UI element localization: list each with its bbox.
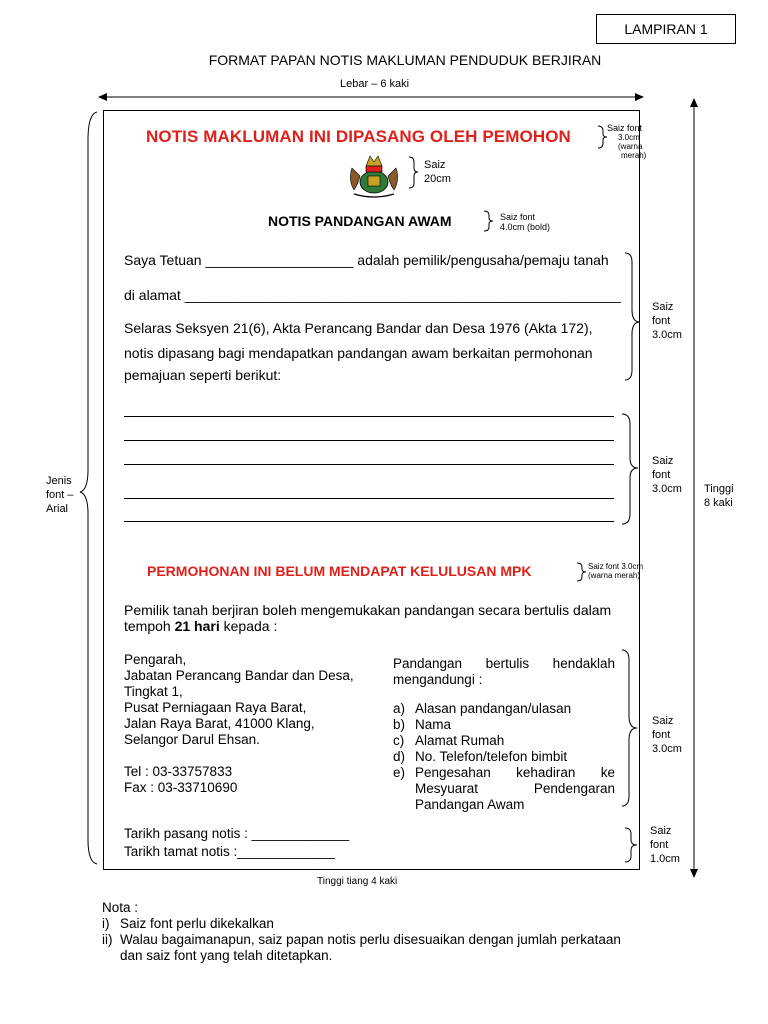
red-title-size-annotation [588, 562, 643, 580]
requirements-intro: Pandangan bertulis hendaklah [393, 656, 615, 671]
annotation-text: 3.0cm [652, 743, 682, 755]
approval-status-title: PERMOHONAN INI BELUM MENDAPAT KELULUSAN MPK [147, 563, 532, 579]
state-crest-icon [344, 148, 404, 200]
list-marker: b) [393, 717, 406, 732]
date-expiry: Tarikh tamat notis :_____________ [124, 844, 335, 859]
note-marker: ii) [102, 932, 113, 947]
submission-requirements [393, 656, 615, 813]
owner-line: Saya Tetuan ___________________ adalah pemilik/pengusaha/pemaju tanah [124, 252, 609, 268]
annotation-text: 4.0cm (bold) [500, 222, 551, 232]
annotation-text: Saiz font [500, 212, 536, 222]
font-type-annotation [46, 474, 74, 516]
objection-text-line-1: Pemilik tanah berjiran boleh mengemukakan pandangan secara bertulis dalam [124, 602, 612, 618]
blank-line [124, 521, 614, 522]
annotation-text: Arial [46, 503, 69, 515]
blank-line [124, 498, 614, 499]
font-size-annotation-detail [618, 133, 646, 160]
notice-title: NOTIS MAKLUMAN INI DIPASANG OLEH PEMOHON [146, 127, 571, 146]
subtitle-size-annotation [500, 212, 550, 232]
annotation-text: 3.0cm [618, 133, 640, 142]
annotation-text: Saiz [652, 715, 674, 727]
list-text: Nama [415, 717, 452, 732]
section-text-line-2: notis dipasang bagi mendapatkan pandangan awam berkaitan permohonan [124, 345, 593, 361]
annotation-text: 8 kaki [704, 497, 733, 509]
address-line: Jalan Raya Barat, 41000 Klang, [124, 716, 315, 731]
blank-line [124, 464, 614, 465]
annotation-text: 20cm [424, 173, 451, 185]
list-text: Alasan pandangan/ulasan [415, 701, 572, 716]
list-item [393, 701, 615, 717]
annotation-text: 3.0cm [652, 483, 682, 495]
address-block [124, 652, 384, 796]
height-annotation [704, 482, 734, 510]
notes [102, 900, 621, 964]
address-line: Selangor Darul Ehsan. [124, 732, 260, 747]
objection-text-pre: tempoh [124, 618, 175, 634]
paragraph-size-annotation [652, 300, 682, 342]
list-text: No. Telefon/telefon bimbit [415, 749, 568, 764]
telephone: Tel : 03-33757833 [124, 764, 233, 779]
list-item [393, 765, 615, 813]
list-text: Pengesahan kehadiran ke [415, 765, 615, 780]
annotation-text: Saiz [650, 825, 672, 837]
font-size-annotation [607, 123, 642, 133]
annotation-text: Saiz font [607, 123, 643, 133]
lines-size-annotation [652, 454, 682, 496]
list-marker: a) [393, 701, 406, 716]
annotation-text: font [652, 729, 671, 741]
width-label: Lebar – 6 kaki [340, 78, 410, 90]
notice-subtitle: NOTIS PANDANGAN AWAM [268, 213, 452, 229]
annotation-text: font – [46, 489, 74, 501]
objection-text-post: kepada : [219, 618, 278, 634]
address-line: Tingkat 1, [124, 684, 183, 699]
annotation-text: 1.0cm [650, 853, 680, 865]
address-line: Jabatan Perancang Bandar dan Desa, [124, 668, 354, 683]
address-line: Pengarah, [124, 652, 187, 667]
list-item [393, 717, 615, 733]
list-text: Pandangan Awam [415, 797, 525, 812]
fax: Fax : 03-33710690 [124, 780, 238, 795]
annotation-text: font [652, 469, 671, 481]
pole-height-label: Tinggi tiang 4 kaki [317, 876, 398, 887]
blank-line [124, 416, 614, 417]
list-text: Alamat Rumah [415, 733, 505, 748]
annotation-text: (warna [618, 142, 643, 151]
annotation-text: Saiz [652, 455, 674, 467]
note-item [102, 916, 621, 932]
note-text: Walau bagaimanapun, saiz papan notis perlu disesuaikan dengan jumlah perkataan [120, 932, 621, 947]
list-text: Mesyuarat Pendengaran [415, 781, 615, 796]
blank-line [124, 440, 614, 441]
annotation-text: font [650, 839, 669, 851]
annotation-text: font [652, 315, 671, 327]
annotation-text: Saiz [652, 301, 674, 313]
lampiran-label: LAMPIRAN 1 [596, 14, 736, 44]
annotation-text: Tinggi [704, 483, 734, 495]
note-item [102, 932, 621, 948]
address-line: di alamat ________________________________________________________ [124, 287, 621, 303]
annotation-text: Saiz font 3.0cm [588, 562, 644, 571]
objection-period: 21 hari [174, 618, 220, 634]
section-text-line-1: Selaras Seksyen 21(6), Akta Perancang Bandar dan Desa 1976 (Akta 172), [124, 320, 593, 336]
list-marker: c) [393, 733, 405, 748]
date-posted: Tarikh pasang notis : _____________ [124, 826, 350, 841]
note-text: Saiz font perlu dikekalkan [120, 916, 274, 931]
contact-size-annotation [652, 714, 682, 756]
address-line: Pusat Perniagaan Raya Barat, [124, 700, 307, 715]
note-marker: i) [102, 916, 110, 931]
annotation-text: Saiz [424, 159, 446, 171]
section-text-line-3: pemajuan seperti berikut: [124, 367, 282, 383]
annotation-text: Jenis [46, 475, 72, 487]
list-item [393, 733, 615, 749]
requirements-intro-cont: mengandungi : [393, 672, 483, 687]
annotation-text: merah) [621, 151, 647, 160]
list-marker: d) [393, 749, 406, 764]
annotation-text: (warna merah) [588, 571, 641, 580]
list-marker: e) [393, 765, 406, 780]
objection-text-line-2 [124, 617, 624, 635]
document-title: FORMAT PAPAN NOTIS MAKLUMAN PENDUDUK BERJIRAN [208, 52, 602, 68]
logo-size-annotation [424, 158, 451, 186]
list-item [393, 749, 615, 765]
annotation-text: 3.0cm [652, 329, 682, 341]
date-size-annotation [650, 824, 680, 866]
notes-title: Nota : [102, 900, 139, 915]
note-text-cont: dan saiz font yang telah ditetapkan. [120, 948, 333, 963]
